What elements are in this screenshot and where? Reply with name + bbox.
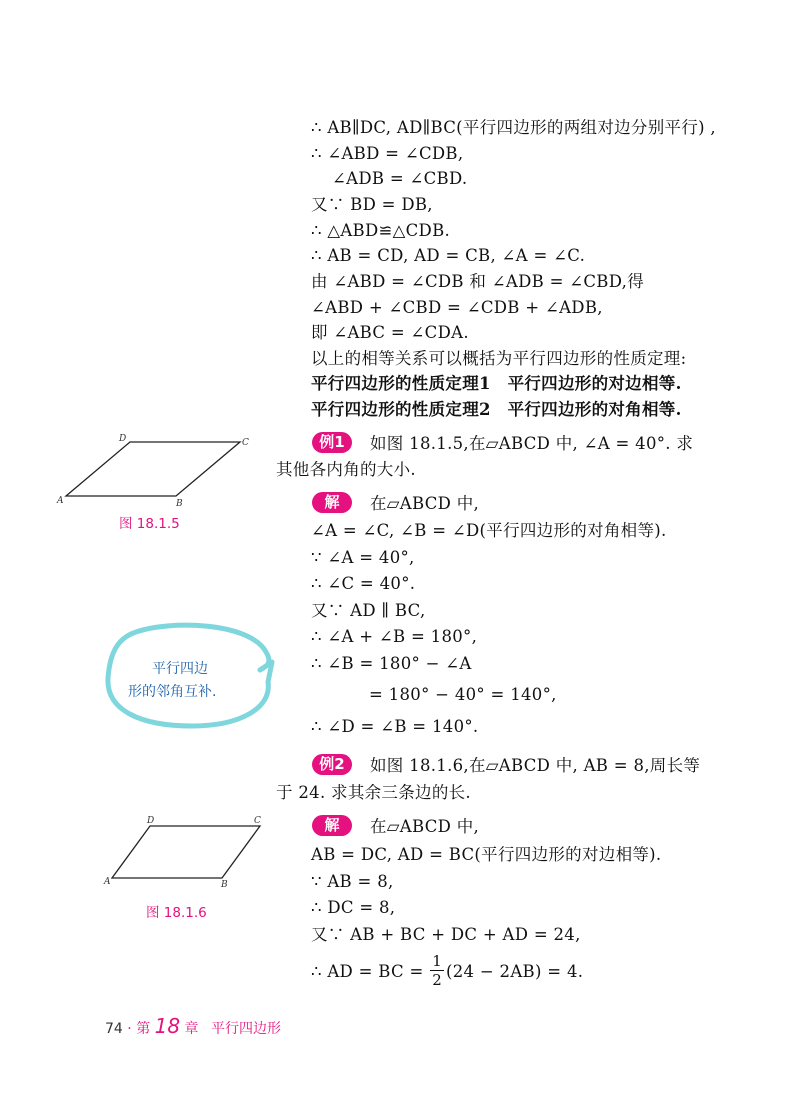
example-2-badge: 例2 <box>312 754 352 775</box>
proof-line-5: ∴ △ABD≌△CDB. <box>311 221 451 240</box>
solution-2-line-3: ∵ AB = 8, <box>311 872 394 891</box>
footer-separator-dot: · <box>127 1021 132 1037</box>
solution-2-badge: 解 <box>312 815 352 836</box>
page-number: 74 <box>105 1021 123 1037</box>
proof-line-3: ∠ADB = ∠CBD. <box>332 169 468 188</box>
bubble-line-1: 平行四边 <box>152 661 208 677</box>
fig1-label-c: C <box>242 438 249 448</box>
parallelogram-shape <box>112 826 260 878</box>
fraction-denominator: 2 <box>432 971 442 989</box>
solution-1-line-1: 在▱ABCD 中, <box>370 494 480 513</box>
fraction-one-half <box>430 953 444 988</box>
theorem-2: 平行四边形的性质定理2 平行四边形的对角相等. <box>311 400 682 419</box>
solution-2-line-2: AB = DC, AD = BC(平行四边形的对边相等). <box>311 845 662 864</box>
solution-1-badge: 解 <box>312 492 352 513</box>
figure-18-1-6 <box>100 812 270 887</box>
proof-line-8: ∠ABD + ∠CBD = ∠CDB + ∠ADB, <box>311 298 603 317</box>
proof-line-7: 由 ∠ABD = ∠CDB 和 ∠ADB = ∠CBD,得 <box>311 272 645 291</box>
solution-2-line-1: 在▱ABCD 中, <box>370 817 480 836</box>
chapter-prefix: 第 <box>136 1021 151 1037</box>
proof-line-1: ∴ AB∥DC, AD∥BC(平行四边形的两组对边分别平行) , <box>311 118 716 137</box>
fig1-label-a: A <box>57 496 64 506</box>
fig1-label-b: B <box>176 499 183 507</box>
solution-1-line-3: ∵ ∠A = 40°, <box>311 548 415 567</box>
example-1-question-1: 如图 18.1.5,在▱ABCD 中, ∠A = 40°. 求 <box>370 434 694 453</box>
solution-1-line-7: ∴ ∠B = 180° − ∠A <box>311 654 472 673</box>
solution-2-line-6a: ∴ AD = BC = <box>311 962 424 981</box>
proof-line-6: ∴ AB = CD, AD = CB, ∠A = ∠C. <box>311 246 586 265</box>
chapter-number: 18 <box>154 1014 181 1038</box>
fig2-label-d: D <box>147 816 155 826</box>
theorem-1: 平行四边形的性质定理1 平行四边形的对边相等. <box>311 374 682 393</box>
solution-1-line-5: 又∵ AD ∥ BC, <box>311 601 426 620</box>
fig1-label-d: D <box>119 434 127 444</box>
solution-2-line-6b: (24 − 2AB) = 4. <box>446 962 584 981</box>
proof-line-10: 以上的相等关系可以概括为平行四边形的性质定理: <box>311 349 687 368</box>
page-footer <box>105 1014 281 1038</box>
fig2-label-a: A <box>104 877 111 887</box>
fig2-label-c: C <box>254 816 261 826</box>
bubble-line-2: 形的邻角互补. <box>128 684 217 700</box>
solution-2-line-4: ∴ DC = 8, <box>311 898 396 917</box>
example-2-question-1: 如图 18.1.6,在▱ABCD 中, AB = 8,周长等 <box>370 756 701 775</box>
solution-1-line-4: ∴ ∠C = 40°. <box>311 574 416 593</box>
solution-1-line-9: ∴ ∠D = ∠B = 140°. <box>311 717 479 736</box>
parallelogram-shape <box>66 442 240 496</box>
proof-line-4: 又∵ BD = DB, <box>311 195 433 214</box>
example-2-question-2: 于 24. 求其余三条边的长. <box>276 783 471 802</box>
chapter-title: 平行四边形 <box>211 1021 281 1037</box>
example-1-badge: 例1 <box>312 432 352 453</box>
chapter-suffix: 章 <box>184 1021 199 1037</box>
figure-caption-2: 图 18.1.6 <box>146 905 207 921</box>
proof-line-2: ∴ ∠ABD = ∠CDB, <box>311 144 464 163</box>
figure-caption-1: 图 18.1.5 <box>119 516 180 532</box>
solution-2-line-5: 又∵ AB + BC + DC + AD = 24, <box>311 925 581 944</box>
proof-line-9: 即 ∠ABC = ∠CDA. <box>311 323 469 342</box>
solution-1-line-6: ∴ ∠A + ∠B = 180°, <box>311 627 478 646</box>
example-1-question-2: 其他各内角的大小. <box>276 460 416 479</box>
solution-1-line-2: ∠A = ∠C, ∠B = ∠D(平行四边形的对角相等). <box>311 521 667 540</box>
fig2-label-b: B <box>221 880 228 887</box>
solution-1-line-8: = 180° − 40° = 140°, <box>369 685 557 704</box>
fraction-numerator: 1 <box>432 952 442 970</box>
figure-18-1-5 <box>55 432 255 507</box>
